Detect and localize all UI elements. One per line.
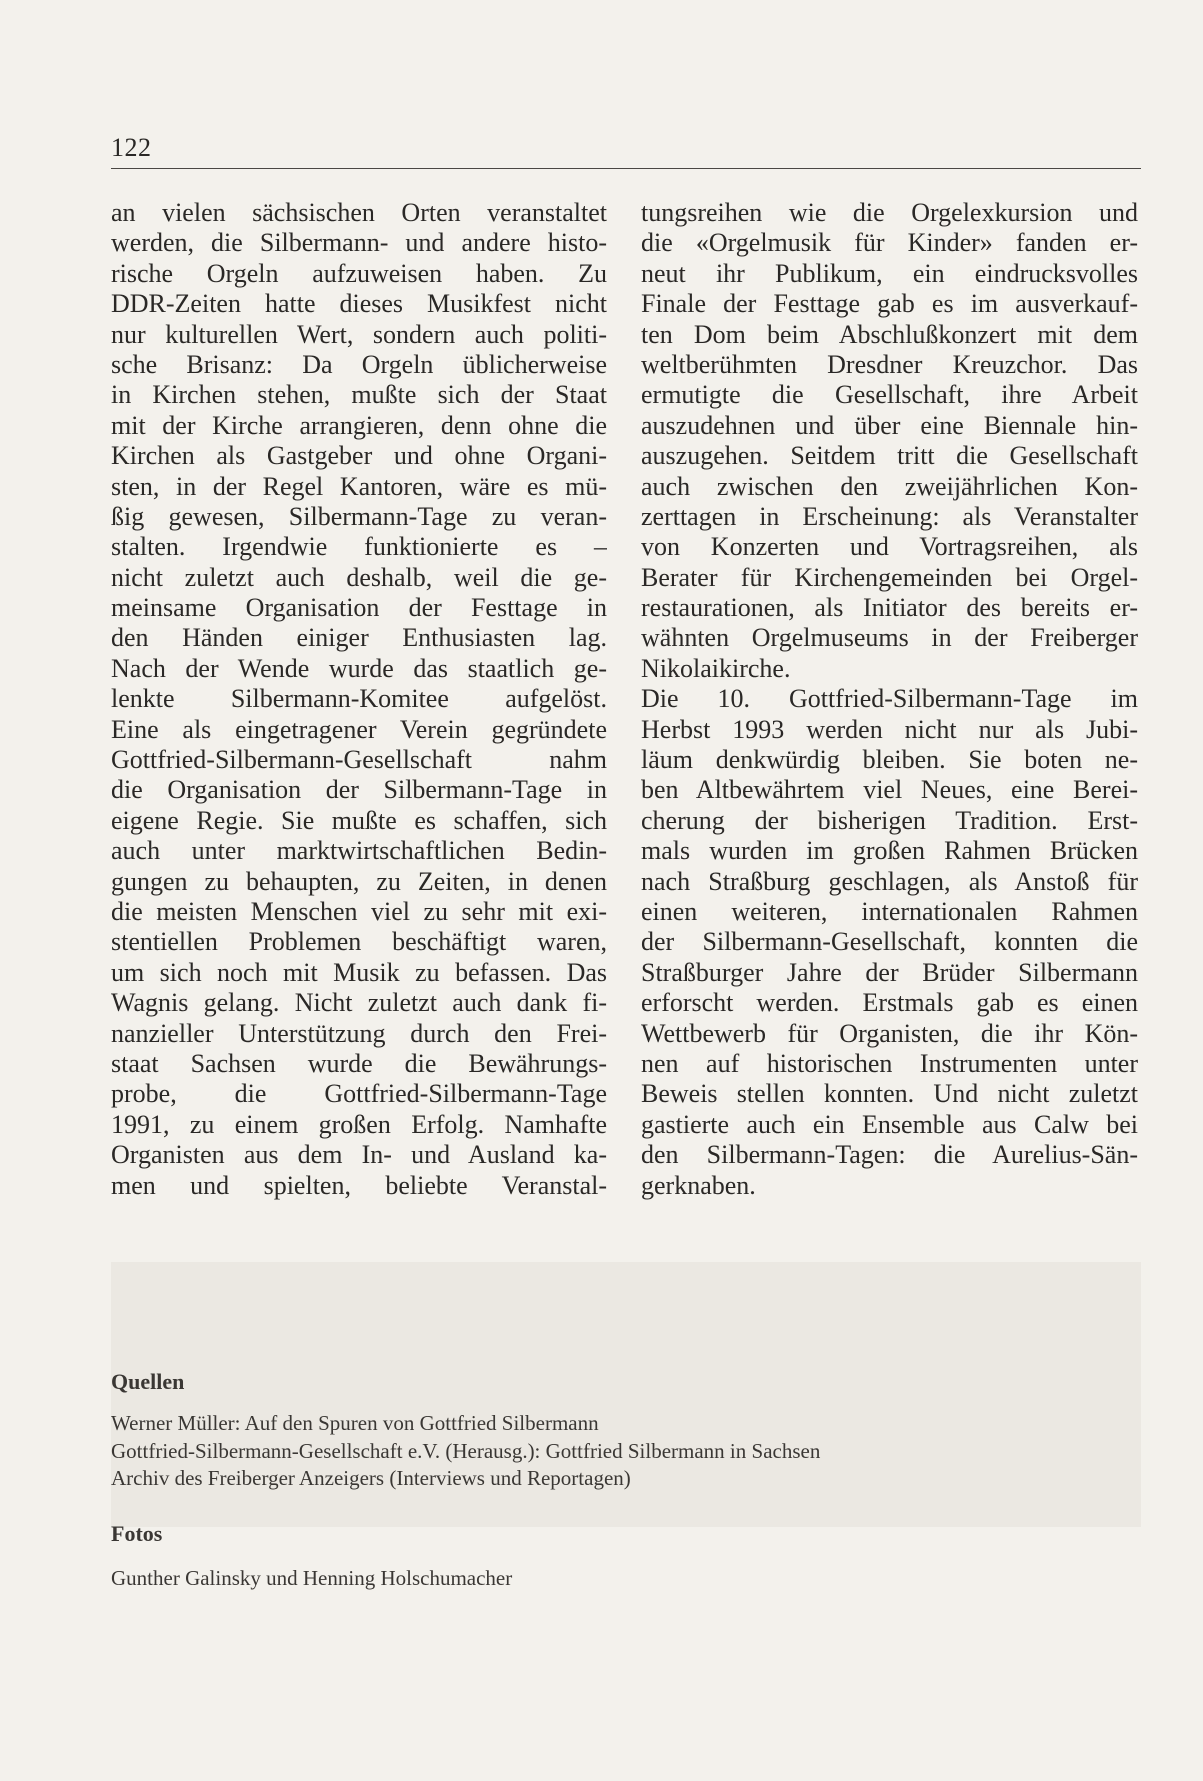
body-text-line: nach Straßburg geschlagen, als Anstoß für — [641, 866, 1138, 896]
body-text-line: 1991, zu einem großen Erfolg. Namhafte — [111, 1109, 607, 1139]
body-text-line: stalten. Irgendwie funktionierte es – — [111, 532, 607, 562]
body-text-line: nicht zuletzt auch deshalb, weil die ge- — [111, 562, 607, 592]
body-text-line: auszudehnen und über eine Biennale hin- — [641, 410, 1138, 440]
body-text-line: auch unter marktwirtschaftlichen Bedin- — [111, 836, 607, 866]
body-text-line: ben Altbewährtem viel Neues, eine Berei- — [641, 775, 1138, 805]
photo-credit: Gunther Galinsky und Henning Holschumacher — [111, 1566, 513, 1590]
body-text-line: die meisten Menschen viel zu sehr mit exi- — [111, 896, 607, 926]
body-text-line: gerknaben. — [641, 1170, 756, 1200]
body-text-line: nur kulturellen Wert, sondern auch politi- — [111, 319, 607, 349]
source-item: Werner Müller: Auf den Spuren von Gottfried Silbermann — [111, 1411, 599, 1435]
body-text-line: die Organisation der Silbermann-Tage in — [111, 775, 607, 805]
body-text-line: stentiellen Problemen beschäftigt waren, — [111, 927, 607, 957]
body-text-line: ten Dom beim Abschlußkonzert mit dem — [641, 319, 1138, 349]
body-text-line: restaurationen, als Initiator des bereits er- — [641, 593, 1138, 623]
body-text-line: Kirchen als Gastgeber und ohne Organi- — [111, 441, 607, 471]
body-text-line: Berater für Kirchengemeinden bei Orgel- — [641, 562, 1138, 592]
body-text-line: Nikolaikirche. — [641, 653, 791, 683]
body-text-line: einen weiteren, internationalen Rahmen — [641, 896, 1138, 926]
body-text-line: in Kirchen stehen, mußte sich der Staat — [111, 380, 607, 410]
body-text-line: den Silbermann-Tagen: die Aurelius-Sän- — [641, 1140, 1138, 1170]
body-text-line: meinsame Organisation der Festtage in — [111, 593, 607, 623]
body-text-line: Gottfried-Silbermann-Gesellschaft nahm — [111, 745, 607, 775]
source-item: Archiv des Freiberger Anzeigers (Interviews und Reportagen) — [111, 1466, 631, 1490]
body-text-line: gungen zu behaupten, zu Zeiten, in denen — [111, 866, 607, 896]
body-text-line: Die 10. Gottfried-Silbermann-Tage im — [641, 684, 1138, 714]
body-text-line: nanzieller Unterstützung durch den Frei- — [111, 1018, 607, 1048]
body-text-line: sche Brisanz: Da Orgeln üblicherweise — [111, 349, 607, 379]
source-item: Gottfried-Silbermann-Gesellschaft e.V. (Herausg.): Gottfried Silbermann in Sachsen — [111, 1439, 821, 1463]
body-text-line: läum denkwürdig bleiben. Sie boten ne- — [641, 745, 1138, 775]
sources-heading: Quellen — [111, 1369, 185, 1394]
photos-heading: Fotos — [111, 1521, 163, 1546]
left-text-column — [111, 198, 607, 1201]
body-text-line: DDR-Zeiten hatte dieses Musikfest nicht — [111, 289, 607, 319]
body-text-line: probe, die Gottfried-Silbermann-Tage — [111, 1079, 607, 1109]
body-text-line: werden, die Silbermann- und andere histo- — [111, 228, 607, 258]
page-number: 122 — [111, 133, 152, 162]
body-text-line: an vielen sächsischen Orten veranstaltet — [111, 198, 607, 227]
body-text-line: die «Orgelmusik für Kinder» fanden er- — [641, 228, 1138, 258]
body-text-line: Herbst 1993 werden nicht nur als Jubi- — [641, 714, 1138, 744]
body-text-line: wähnten Orgelmuseums in der Freiberger — [641, 623, 1138, 653]
body-text-line: mals wurden im großen Rahmen Brücken — [641, 836, 1138, 866]
body-text-line: Eine als eingetragener Verein gegründete — [111, 714, 607, 744]
body-text-line: tungsreihen wie die Orgelexkursion und — [641, 198, 1138, 227]
body-text-line: auch zwischen den zweijährlichen Kon- — [641, 471, 1138, 501]
body-text-line: zerttagen in Erscheinung: als Veranstalter — [641, 501, 1138, 531]
header-rule — [111, 168, 1141, 169]
body-text-line: auszugehen. Seitdem tritt die Gesellschaft — [641, 441, 1138, 471]
body-text-line: eigene Regie. Sie mußte es schaffen, sich — [111, 805, 607, 835]
body-text-line: Organisten aus dem In- und Ausland ka- — [111, 1140, 607, 1170]
body-text-line: cherung der bisherigen Tradition. Erst- — [641, 805, 1138, 835]
body-text-line: Straßburger Jahre der Brüder Silbermann — [641, 957, 1138, 987]
body-text-line: den Händen einiger Enthusiasten lag. — [111, 623, 607, 653]
body-text-line: der Silbermann-Gesellschaft, konnten die — [641, 927, 1138, 957]
body-text-line: rische Orgeln aufzuweisen haben. Zu — [111, 258, 607, 288]
body-text-line: ermutigte die Gesellschaft, ihre Arbeit — [641, 380, 1138, 410]
body-text-line: men und spielten, beliebte Veranstal- — [111, 1170, 607, 1200]
body-text-line: staat Sachsen wurde die Bewährungs- — [111, 1048, 607, 1078]
body-text-line: sten, in der Regel Kantoren, wäre es mü- — [111, 471, 607, 501]
body-text-line: lenkte Silbermann-Komitee aufgelöst. — [111, 684, 607, 714]
right-text-column — [641, 198, 1138, 1201]
body-text-line: Finale der Festtage gab es im ausverkauf- — [641, 289, 1138, 319]
body-text-line: Wagnis gelang. Nicht zuletzt auch dank fi- — [111, 988, 607, 1018]
body-text-line: gastierte auch ein Ensemble aus Calw bei — [641, 1109, 1138, 1139]
body-text-line: Nach der Wende wurde das staatlich ge- — [111, 653, 607, 683]
body-text-line: von Konzerten und Vortragsreihen, als — [641, 532, 1138, 562]
body-text-line: ßig gewesen, Silbermann-Tage zu veran- — [111, 501, 607, 531]
body-text-line: nen auf historischen Instrumenten unter — [641, 1048, 1138, 1078]
body-text-line: Beweis stellen konnten. Und nicht zuletzt — [641, 1079, 1138, 1109]
body-text-line: erforscht werden. Erstmals gab es einen — [641, 988, 1138, 1018]
body-text-line: um sich noch mit Musik zu befassen. Das — [111, 957, 607, 987]
body-text-line: neut ihr Publikum, ein eindrucksvolles — [641, 258, 1138, 288]
body-text-line: Wettbewerb für Organisten, die ihr Kön- — [641, 1018, 1138, 1048]
body-text-line: weltberühmten Dresdner Kreuzchor. Das — [641, 349, 1138, 379]
body-text-line: mit der Kirche arrangieren, denn ohne die — [111, 410, 607, 440]
